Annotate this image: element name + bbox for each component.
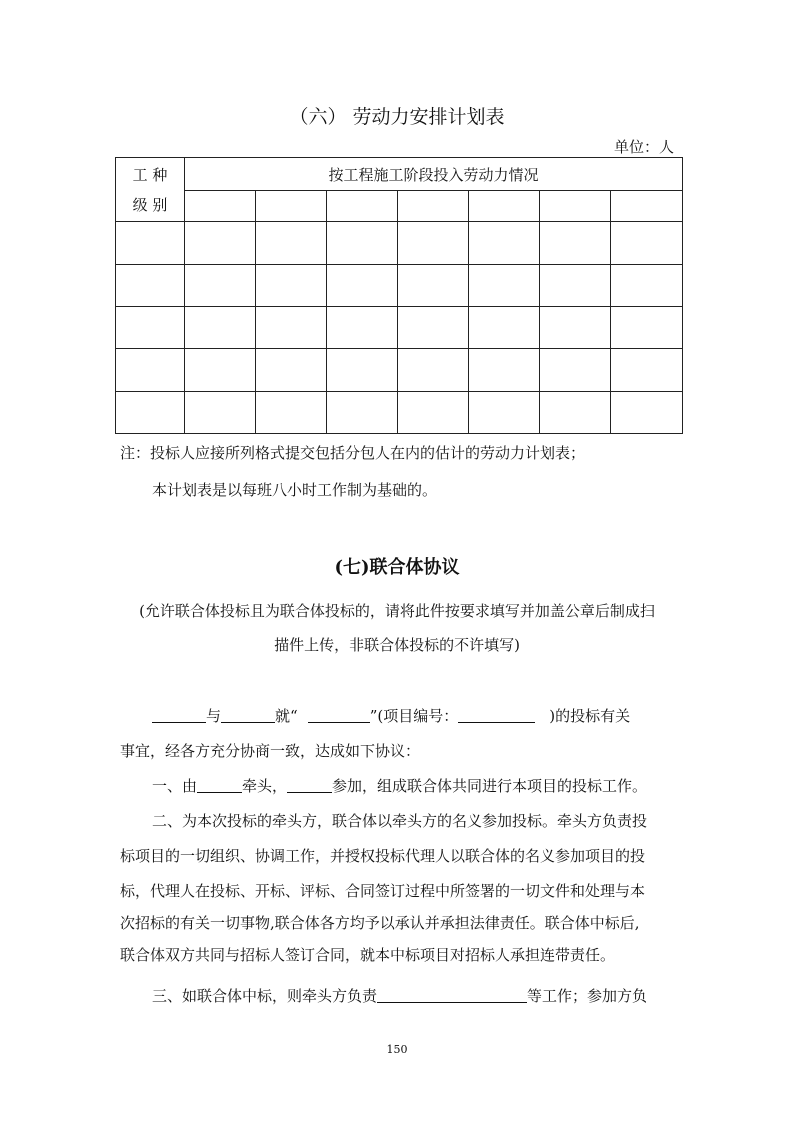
header-level: 级 别 — [132, 195, 168, 214]
table-cell — [540, 391, 611, 433]
table-row — [116, 307, 683, 349]
member-party-blank[interactable] — [287, 778, 332, 793]
table-cell — [611, 307, 683, 349]
table-cell — [256, 391, 327, 433]
table-note-shift: 本计划表是以每班八小时工作制为基础的。 — [152, 481, 438, 499]
table-cell — [398, 191, 469, 222]
table-cell — [611, 222, 683, 264]
section-title-labor-plan: （六） 劳动力安排计划表 — [289, 106, 505, 128]
table-cell — [327, 391, 398, 433]
table-cell — [398, 307, 469, 349]
party-a-blank[interactable] — [152, 708, 206, 723]
table-cell — [469, 191, 540, 222]
page-number: 150 — [386, 1043, 408, 1056]
table-cell — [256, 191, 327, 222]
table-cell — [185, 391, 256, 433]
table-cell — [327, 264, 398, 306]
table-cell — [256, 349, 327, 391]
table-cell — [398, 264, 469, 306]
table-cell — [327, 191, 398, 222]
table-cell — [327, 307, 398, 349]
table-cell — [540, 264, 611, 306]
table-cell — [540, 307, 611, 349]
table-cell — [398, 222, 469, 264]
table-subheader-row — [116, 191, 683, 222]
table-cell — [469, 222, 540, 264]
table-cell — [116, 307, 185, 349]
header-trade: 工 种 — [132, 165, 168, 184]
table-cell — [540, 222, 611, 264]
table-note: 注：投标人应接所列格式提交包括分包人在内的估计的劳动力计划表； — [120, 444, 586, 462]
clause-2-line2: 标项目的一切组织、协调工作，并授权投标代理人以联合体的名义参加项目的投 — [120, 847, 646, 865]
agreement-parties-line: 与 就“ ”(项目编号： )的投标有关 — [152, 705, 630, 726]
clause-2-line5: 联合体双方共同与招标人签订合同，就本中标项目对招标人承担连带责任。 — [120, 946, 616, 964]
consortium-instruction-line1: (允许联合体投标且为联合体投标的，请将此件按要求填写并加盖公章后制成扫 — [139, 602, 655, 620]
table-row — [116, 349, 683, 391]
table-cell — [185, 222, 256, 264]
clause-3: 三、如联合体中标，则牵头方负责 等工作；参加方负 — [152, 987, 648, 1005]
clause-2-line4: 次招标的有关一切事物,联合体各方均予以承认并承担法律责任。联合体中标后, — [120, 914, 640, 932]
table-cell — [469, 349, 540, 391]
consortium-instruction-line2: 描件上传，非联合体投标的不许填写) — [274, 636, 520, 654]
party-b-blank[interactable] — [221, 708, 275, 723]
header-labor-by-stage: 按工程施工阶段投入劳动力情况 — [185, 158, 683, 191]
table-cell — [256, 222, 327, 264]
table-cell — [185, 191, 256, 222]
table-row — [116, 391, 683, 433]
table-cell — [256, 264, 327, 306]
labor-plan-table — [115, 157, 683, 434]
table-row — [116, 222, 683, 264]
table-cell — [469, 264, 540, 306]
table-cell — [611, 349, 683, 391]
clause-2-line1: 二、为本次投标的牵头方，联合体以牵头方的名义参加投标。牵头方负责投 — [152, 812, 648, 830]
table-row — [116, 264, 683, 306]
project-number-blank[interactable] — [458, 708, 535, 723]
project-name-blank[interactable] — [308, 708, 370, 723]
table-cell — [469, 307, 540, 349]
table-cell — [611, 264, 683, 306]
table-cell — [540, 349, 611, 391]
agreement-paragraph: 事宜，经各方充分协商一致，达成如下协议： — [120, 742, 421, 760]
table-cell — [469, 391, 540, 433]
table-cell — [327, 349, 398, 391]
unit-label: 单位：人 — [613, 138, 674, 156]
table-cell — [611, 191, 683, 222]
table-cell — [185, 264, 256, 306]
table-cell — [611, 391, 683, 433]
table-cell — [116, 349, 185, 391]
header-trade-level — [116, 158, 185, 222]
table-cell — [256, 307, 327, 349]
table-cell — [185, 307, 256, 349]
section-title-consortium-agreement: (七)联合体协议 — [334, 557, 460, 578]
table-cell — [398, 391, 469, 433]
lead-duties-blank[interactable] — [377, 988, 527, 1003]
table-cell — [185, 349, 256, 391]
table-cell — [116, 391, 185, 433]
table-cell — [398, 349, 469, 391]
lead-party-blank[interactable] — [197, 778, 242, 793]
table-cell — [116, 264, 185, 306]
table-cell — [327, 222, 398, 264]
table-cell — [540, 191, 611, 222]
clause-2-line3: 标，代理人在投标、开标、评标、合同签订过程中所签署的一切文件和处理与本 — [120, 882, 646, 900]
table-cell — [116, 222, 185, 264]
clause-1: 一、由 牵头， 参加，组成联合体共同进行本项目的投标工作。 — [152, 777, 648, 795]
